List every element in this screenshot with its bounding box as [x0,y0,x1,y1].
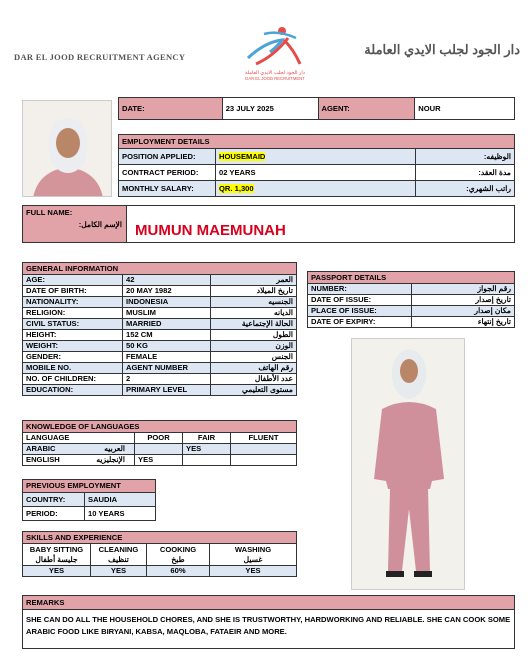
general-info-row [23,308,297,319]
skill-value: YES [91,566,147,577]
general-info-row [23,363,297,374]
date-label: DATE: [119,98,223,120]
logo-text-en: DAR EL JOOD RECRUITMENT [245,76,305,81]
date-value: 23 JULY 2025 [222,98,318,120]
language-row-arabic [23,444,297,455]
skill-name: BABY SITTING [29,545,84,555]
general-info-row [23,352,297,363]
lang-poor [135,444,183,455]
lang-name-ar: الإنجليزيه [96,455,125,465]
general-info-row [23,286,297,297]
previous-period-label: PERIOD: [23,507,85,521]
languages-title: KNOWLEDGE OF LANGUAGES [23,421,297,433]
skill-cooking [147,544,210,566]
general-label: WEIGHT: [23,341,123,352]
general-value: MUSLIM [123,308,211,319]
lang-header-poor: POOR [135,433,183,444]
employment-row [119,181,515,197]
position-label: POSITION APPLIED: [119,149,216,165]
full-name-section [22,205,515,243]
general-value: 2 [123,374,211,385]
general-ar: رقم الهاتف [211,363,297,374]
logo-figure-icon [240,24,310,68]
general-label: RELIGION: [23,308,123,319]
full-name-value: MUMUN MAEMUNAH [135,222,286,239]
contract-value: 02 YEARS [216,165,416,181]
date-agent-row [118,97,515,120]
previous-employment [22,479,156,521]
general-label: EDUCATION: [23,385,123,396]
general-ar: الوزن [211,341,297,352]
passport-ar: تاريخ إنتهاء [412,317,515,328]
lang-name-ar: العربيه [104,444,125,454]
general-info-row [23,297,297,308]
general-value: FEMALE [123,352,211,363]
general-info-row [23,341,297,352]
previous-title: PREVIOUS EMPLOYMENT [23,480,156,493]
skill-value: YES [23,566,91,577]
lang-header-language: LANGUAGE [23,433,135,444]
lang-fluent [231,455,297,466]
employment-title: EMPLOYMENT DETAILS [119,135,515,149]
passport-label: PLACE OF ISSUE: [308,306,412,317]
general-value: 50 KG [123,341,211,352]
language-row-english [23,455,297,466]
passport-title: PASSPORT DETAILS [308,272,515,284]
general-label: NATIONALITY: [23,297,123,308]
agency-logo [240,24,310,86]
skills-value-row [23,566,297,577]
remarks-text: SHE CAN DO ALL THE HOUSEHOLD CHORES, AND SHE IS TRUSTWORTHY, HARDWORKING AND RELIABLE. SHE CAN COOK SOME ARABIC FOOD LIKE BIRYANI, KABSA, MAQLOBA, FATAEIR AND MORE. [26,615,511,637]
general-value: 42 [123,275,211,286]
lang-poor: YES [135,455,183,466]
passport-ar: رقم الجواز [412,284,515,295]
logo-text-ar: دار الجود لجلب الايدي العاملة [245,70,305,76]
skills-title: SKILLS AND EXPERIENCE [23,532,297,544]
general-value: INDONESIA [123,297,211,308]
passport-row [308,284,515,295]
position-value: HOUSEMAID [219,151,266,161]
skill-washing [210,544,297,566]
skills-header-row [23,544,297,566]
full-name-label-ar: الإسم الكامل: [78,220,122,229]
general-ar: الجنس [211,352,297,363]
skill-value: YES [210,566,297,577]
general-ar: عدد الأطفال [211,374,297,385]
passport-ar: مكان إصدار [412,306,515,317]
passport-ar: تاريخ إصدار [412,295,515,306]
passport-row [308,306,515,317]
general-info-row [23,374,297,385]
lang-header-fluent: FLUENT [231,433,297,444]
skill-name: CLEANING [98,545,139,555]
agent-value: NOUR [415,98,515,120]
position-ar: الوظيفه: [416,149,515,165]
previous-row [23,507,156,521]
skill-cleaning [91,544,147,566]
general-info-row [23,385,297,396]
employment-row [119,149,515,165]
contract-label: CONTRACT PERIOD: [119,165,216,181]
general-info-row [23,330,297,341]
agent-label: AGENT: [318,98,415,120]
general-value: 20 MAY 1982 [123,286,211,297]
full-body-photo-icon [352,339,465,590]
full-name-label-box [23,206,127,242]
remarks-title: REMARKS [23,596,514,610]
general-info-row [23,275,297,286]
skill-name-ar: طبخ [171,554,185,564]
employment-row [119,165,515,181]
passport-label: DATE OF ISSUE: [308,295,412,306]
lang-header-fair: FAIR [183,433,231,444]
general-ar: الجنسيه [211,297,297,308]
general-info-row [23,319,297,330]
general-ar: الطول [211,330,297,341]
salary-label: MONTHLY SALARY: [119,181,216,197]
general-label: NO. OF CHILDREN: [23,374,123,385]
salary-value: QR. 1,300 [219,183,254,193]
remarks-section [22,595,515,649]
contract-ar: مدة العقد: [416,165,515,181]
general-value: MARRIED [123,319,211,330]
portrait-photo [22,100,112,197]
previous-row [23,493,156,507]
general-label: HEIGHT: [23,330,123,341]
previous-period-value: 10 YEARS [85,507,156,521]
skill-name-ar: تنظيف [108,554,129,564]
full-name-label: FULL NAME: [26,208,73,217]
passport-details [307,271,515,328]
passport-row [308,317,515,328]
skill-name-ar: جليسة أطفال [35,554,78,564]
general-ar: تاريخ الميلاد [211,286,297,297]
employment-details [118,134,515,197]
previous-country-value: SAUDIA [85,493,156,507]
passport-label: DATE OF EXPIRY: [308,317,412,328]
passport-label: NUMBER: [308,284,412,295]
agency-name-en: DAR EL JOOD RECRUITMENT AGENCY [14,52,186,62]
lang-name: ENGLISH [26,455,60,465]
skill-name: WASHING [234,545,272,555]
full-body-photo [351,338,465,590]
skill-name: COOKING [159,545,197,555]
lang-name: ARABIC [26,444,56,454]
general-ar: الحالة الإجتماعية [211,319,297,330]
general-label: MOBILE NO. [23,363,123,374]
lang-fair: YES [183,444,231,455]
skill-babysitting [23,544,91,566]
agency-name-ar: دار الجود لجلب الايدي العاملة [364,42,520,57]
general-label: CIVIL STATUS: [23,319,123,330]
salary-ar: راتب الشهري: [416,181,515,197]
skill-name-ar: غسيل [243,554,263,564]
skills-and-experience [22,531,297,577]
previous-country-label: COUNTRY: [23,493,85,507]
portrait-photo-icon [23,101,112,197]
general-value: PRIMARY LEVEL [123,385,211,396]
languages-header-row [23,433,297,444]
knowledge-of-languages [22,420,297,466]
general-label: GENDER: [23,352,123,363]
general-value: AGENT NUMBER [123,363,211,374]
general-information [22,262,297,396]
general-ar: مستوى التعليمي [211,385,297,396]
lang-fair [183,455,231,466]
lang-fluent [231,444,297,455]
skill-value: 60% [147,566,210,577]
general-label: AGE: [23,275,123,286]
general-title: GENERAL INFORMATION [23,263,297,275]
general-ar: العمر [211,275,297,286]
general-label: DATE OF BIRTH: [23,286,123,297]
general-ar: الديانه [211,308,297,319]
general-value: 152 CM [123,330,211,341]
passport-row [308,295,515,306]
